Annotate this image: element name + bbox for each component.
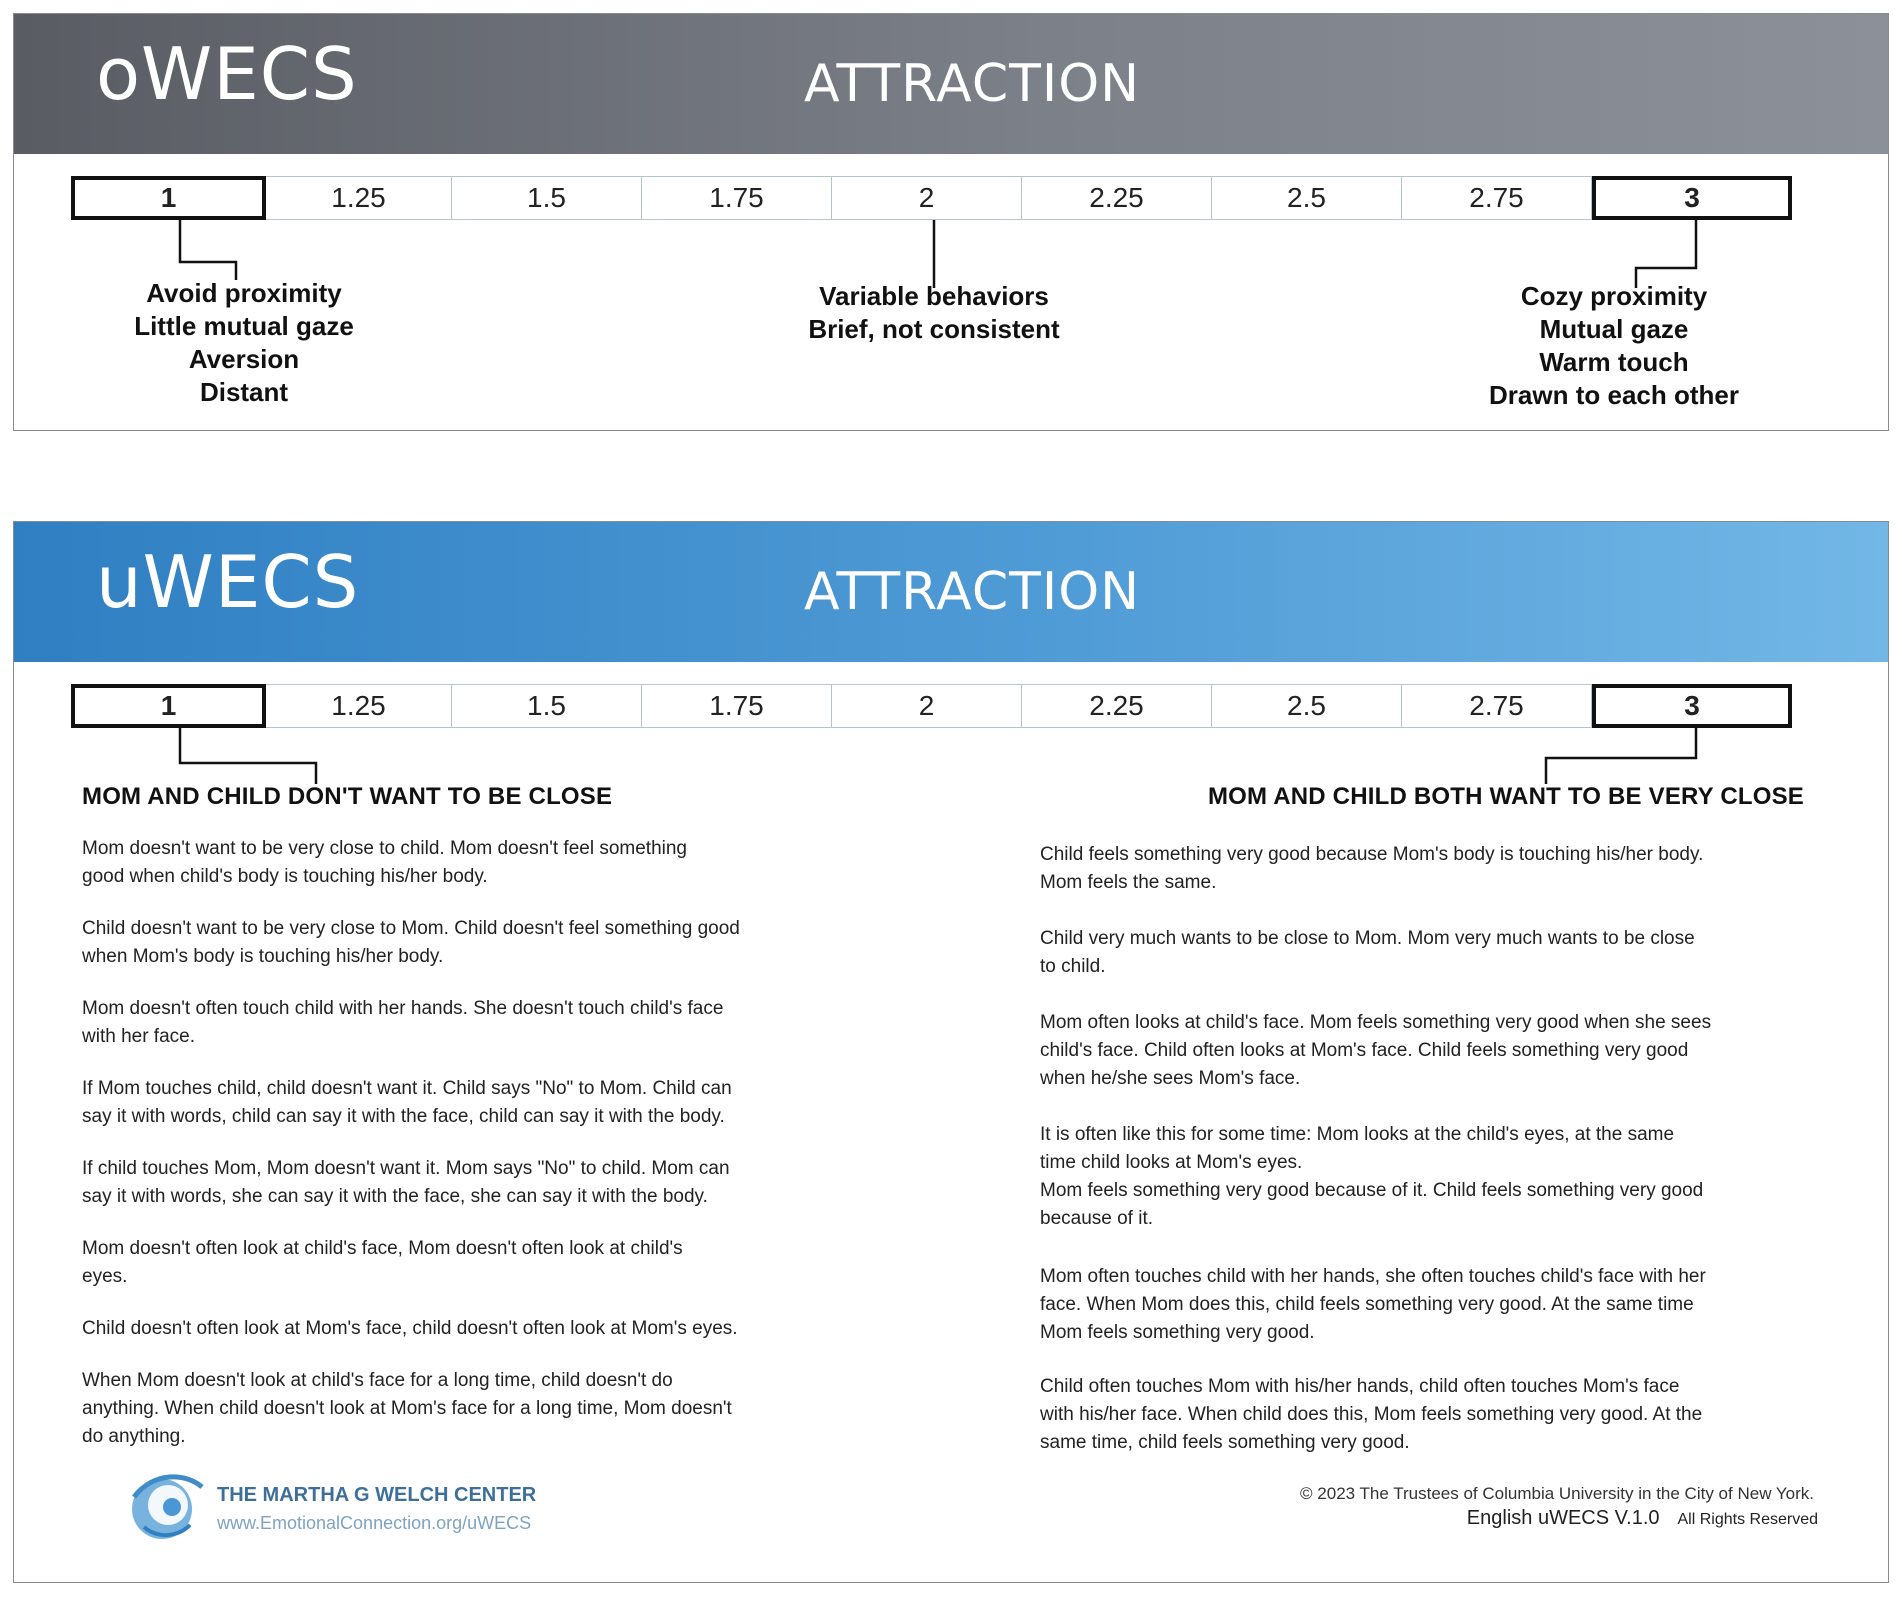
owecs-scale-cell-1.75: 1.75 — [642, 176, 832, 220]
welch-center-logo — [124, 1467, 210, 1543]
uwecs-high-paragraph: Child feels something very good because Mom's body is touching his/her body. Mom feels the same. — [1040, 844, 1704, 893]
owecs-mid-connector — [924, 220, 944, 288]
footer-rights: All Rights Reserved — [1677, 1511, 1818, 1528]
owecs-low-description — [94, 277, 394, 409]
uwecs-low-paragraph: If Mom touches child, child doesn't want it. Child says "No" to Mom. Child can say it with words, child can say it with the face, child can say it with the body. — [82, 1078, 732, 1127]
owecs-scale-cell-2.25: 2.25 — [1022, 176, 1212, 220]
owecs-mid-description — [769, 280, 1099, 346]
owecs-low-desc-line: Aversion — [188, 344, 300, 374]
owecs-scale-cell-1.5: 1.5 — [452, 176, 642, 220]
owecs-scale-cell-2.75: 2.75 — [1402, 176, 1592, 220]
footer-organization: THE MARTHA G WELCH CENTER — [217, 1484, 537, 1506]
owecs-banner — [14, 14, 1888, 154]
owecs-low-desc-line: Distant — [199, 377, 289, 407]
owecs-high-desc-line: Drawn to each other — [1489, 380, 1739, 410]
uwecs-scale-cell-1: 1 — [71, 684, 266, 728]
uwecs-low-paragraph: Child doesn't want to be very close to Mom. Child doesn't feel something good when Mom's body is touching his/her body. — [82, 918, 740, 967]
owecs-rating-scale — [71, 176, 1792, 220]
uwecs-low-paragraph: If child touches Mom, Mom doesn't want it. Mom says "No" to child. Mom can say it with words, she can say it with the face, she can say it with the body. — [82, 1158, 730, 1207]
owecs-mid-desc-line: Variable behaviors — [819, 281, 1049, 311]
owecs-scale-cell-2.5: 2.5 — [1212, 176, 1402, 220]
owecs-low-desc-line: Avoid proximity — [146, 278, 342, 308]
uwecs-rating-scale — [71, 684, 1792, 728]
uwecs-scale-cell-2.5: 2.5 — [1212, 684, 1402, 728]
owecs-high-desc-line: Mutual gaze — [1539, 314, 1689, 344]
uwecs-banner — [14, 522, 1888, 662]
owecs-scale-cell-2: 2 — [832, 176, 1022, 220]
uwecs-low-paragraph: Mom doesn't want to be very close to child. Mom doesn't feel something good when child's body is touching his/her body. — [82, 838, 687, 887]
footer-url-link[interactable]: www.EmotionalConnection.org/uWECS — [217, 1513, 532, 1533]
owecs-card — [13, 13, 1889, 431]
owecs-scale-cell-1: 1 — [71, 176, 266, 220]
uwecs-low-paragraph: When Mom doesn't look at child's face for a long time, child doesn't do anything. When child doesn't look at Mom's face for a long time, Mom doesn't do anything. — [82, 1370, 732, 1447]
uwecs-low-paragraph: Child doesn't often look at Mom's face, child doesn't often look at Mom's eyes. — [82, 1318, 738, 1339]
uwecs-brand: uWECS — [96, 540, 360, 624]
uwecs-high-paragraph: Mom often touches child with her hands, she often touches child's face with her face. When Mom does this, child feels something very good. At the same time Mom feels something very good. — [1040, 1266, 1706, 1343]
owecs-low-connector — [164, 220, 244, 280]
owecs-mid-desc-line: Brief, not consistent — [808, 314, 1060, 344]
owecs-scale-cell-3: 3 — [1592, 176, 1792, 220]
owecs-scale-cell-1.25: 1.25 — [266, 176, 452, 220]
owecs-title: ATTRACTION — [804, 54, 1141, 114]
uwecs-scale-cell-2.25: 2.25 — [1022, 684, 1212, 728]
uwecs-low-paragraph: Mom doesn't often touch child with her hands. She doesn't touch child's face with her face. — [82, 998, 724, 1047]
owecs-high-description — [1444, 280, 1784, 412]
uwecs-card — [13, 521, 1889, 1583]
uwecs-high-paragraph: Mom often looks at child's face. Mom feels something very good when she sees child's face. Child often looks at Mom's face. Child feels something very good when he/she sees Mom's face. — [1040, 1012, 1712, 1089]
owecs-high-desc-line: Cozy proximity — [1520, 281, 1708, 311]
footer-copyright: © 2023 The Trustees of Columbia University in the City of New York. — [1300, 1484, 1814, 1503]
uwecs-title: ATTRACTION — [804, 562, 1141, 622]
uwecs-scale-cell-2: 2 — [832, 684, 1022, 728]
uwecs-low-connector — [164, 728, 294, 786]
owecs-high-desc-line: Warm touch — [1539, 347, 1689, 377]
uwecs-high-paragraph: It is often like this for some time: Mom looks at the child's eyes, at the same time child looks at Mom's eyes. Mom feels something very good because of it. Child feels something very good because of it. — [1040, 1124, 1704, 1229]
owecs-brand: oWECS — [96, 32, 358, 116]
uwecs-high-connector — [1524, 728, 1704, 786]
footer-version: English uWECS V.1.0 — [1466, 1507, 1660, 1529]
uwecs-scale-cell-1.5: 1.5 — [452, 684, 642, 728]
uwecs-high-paragraph: Child often touches Mom with his/her hands, child often touches Mom's face with his/her face. When child does this, Mom feels something very good. At the same time, child feels something very good. — [1040, 1376, 1703, 1453]
uwecs-low-heading: MOM AND CHILD DON'T WANT TO BE CLOSE — [82, 783, 613, 810]
uwecs-high-heading: MOM AND CHILD BOTH WANT TO BE VERY CLOSE — [1207, 783, 1804, 810]
uwecs-scale-cell-3: 3 — [1592, 684, 1792, 728]
footer-version-line — [1467, 1507, 1818, 1530]
uwecs-low-paragraph: Mom doesn't often look at child's face, Mom doesn't often look at child's eyes. — [82, 1238, 683, 1287]
owecs-low-desc-line: Little mutual gaze — [134, 311, 354, 341]
uwecs-scale-cell-1.25: 1.25 — [266, 684, 452, 728]
uwecs-scale-cell-2.75: 2.75 — [1402, 684, 1592, 728]
uwecs-scale-cell-1.75: 1.75 — [642, 684, 832, 728]
uwecs-high-paragraph: Child very much wants to be close to Mom. Mom very much wants to be close to child. — [1040, 928, 1695, 977]
